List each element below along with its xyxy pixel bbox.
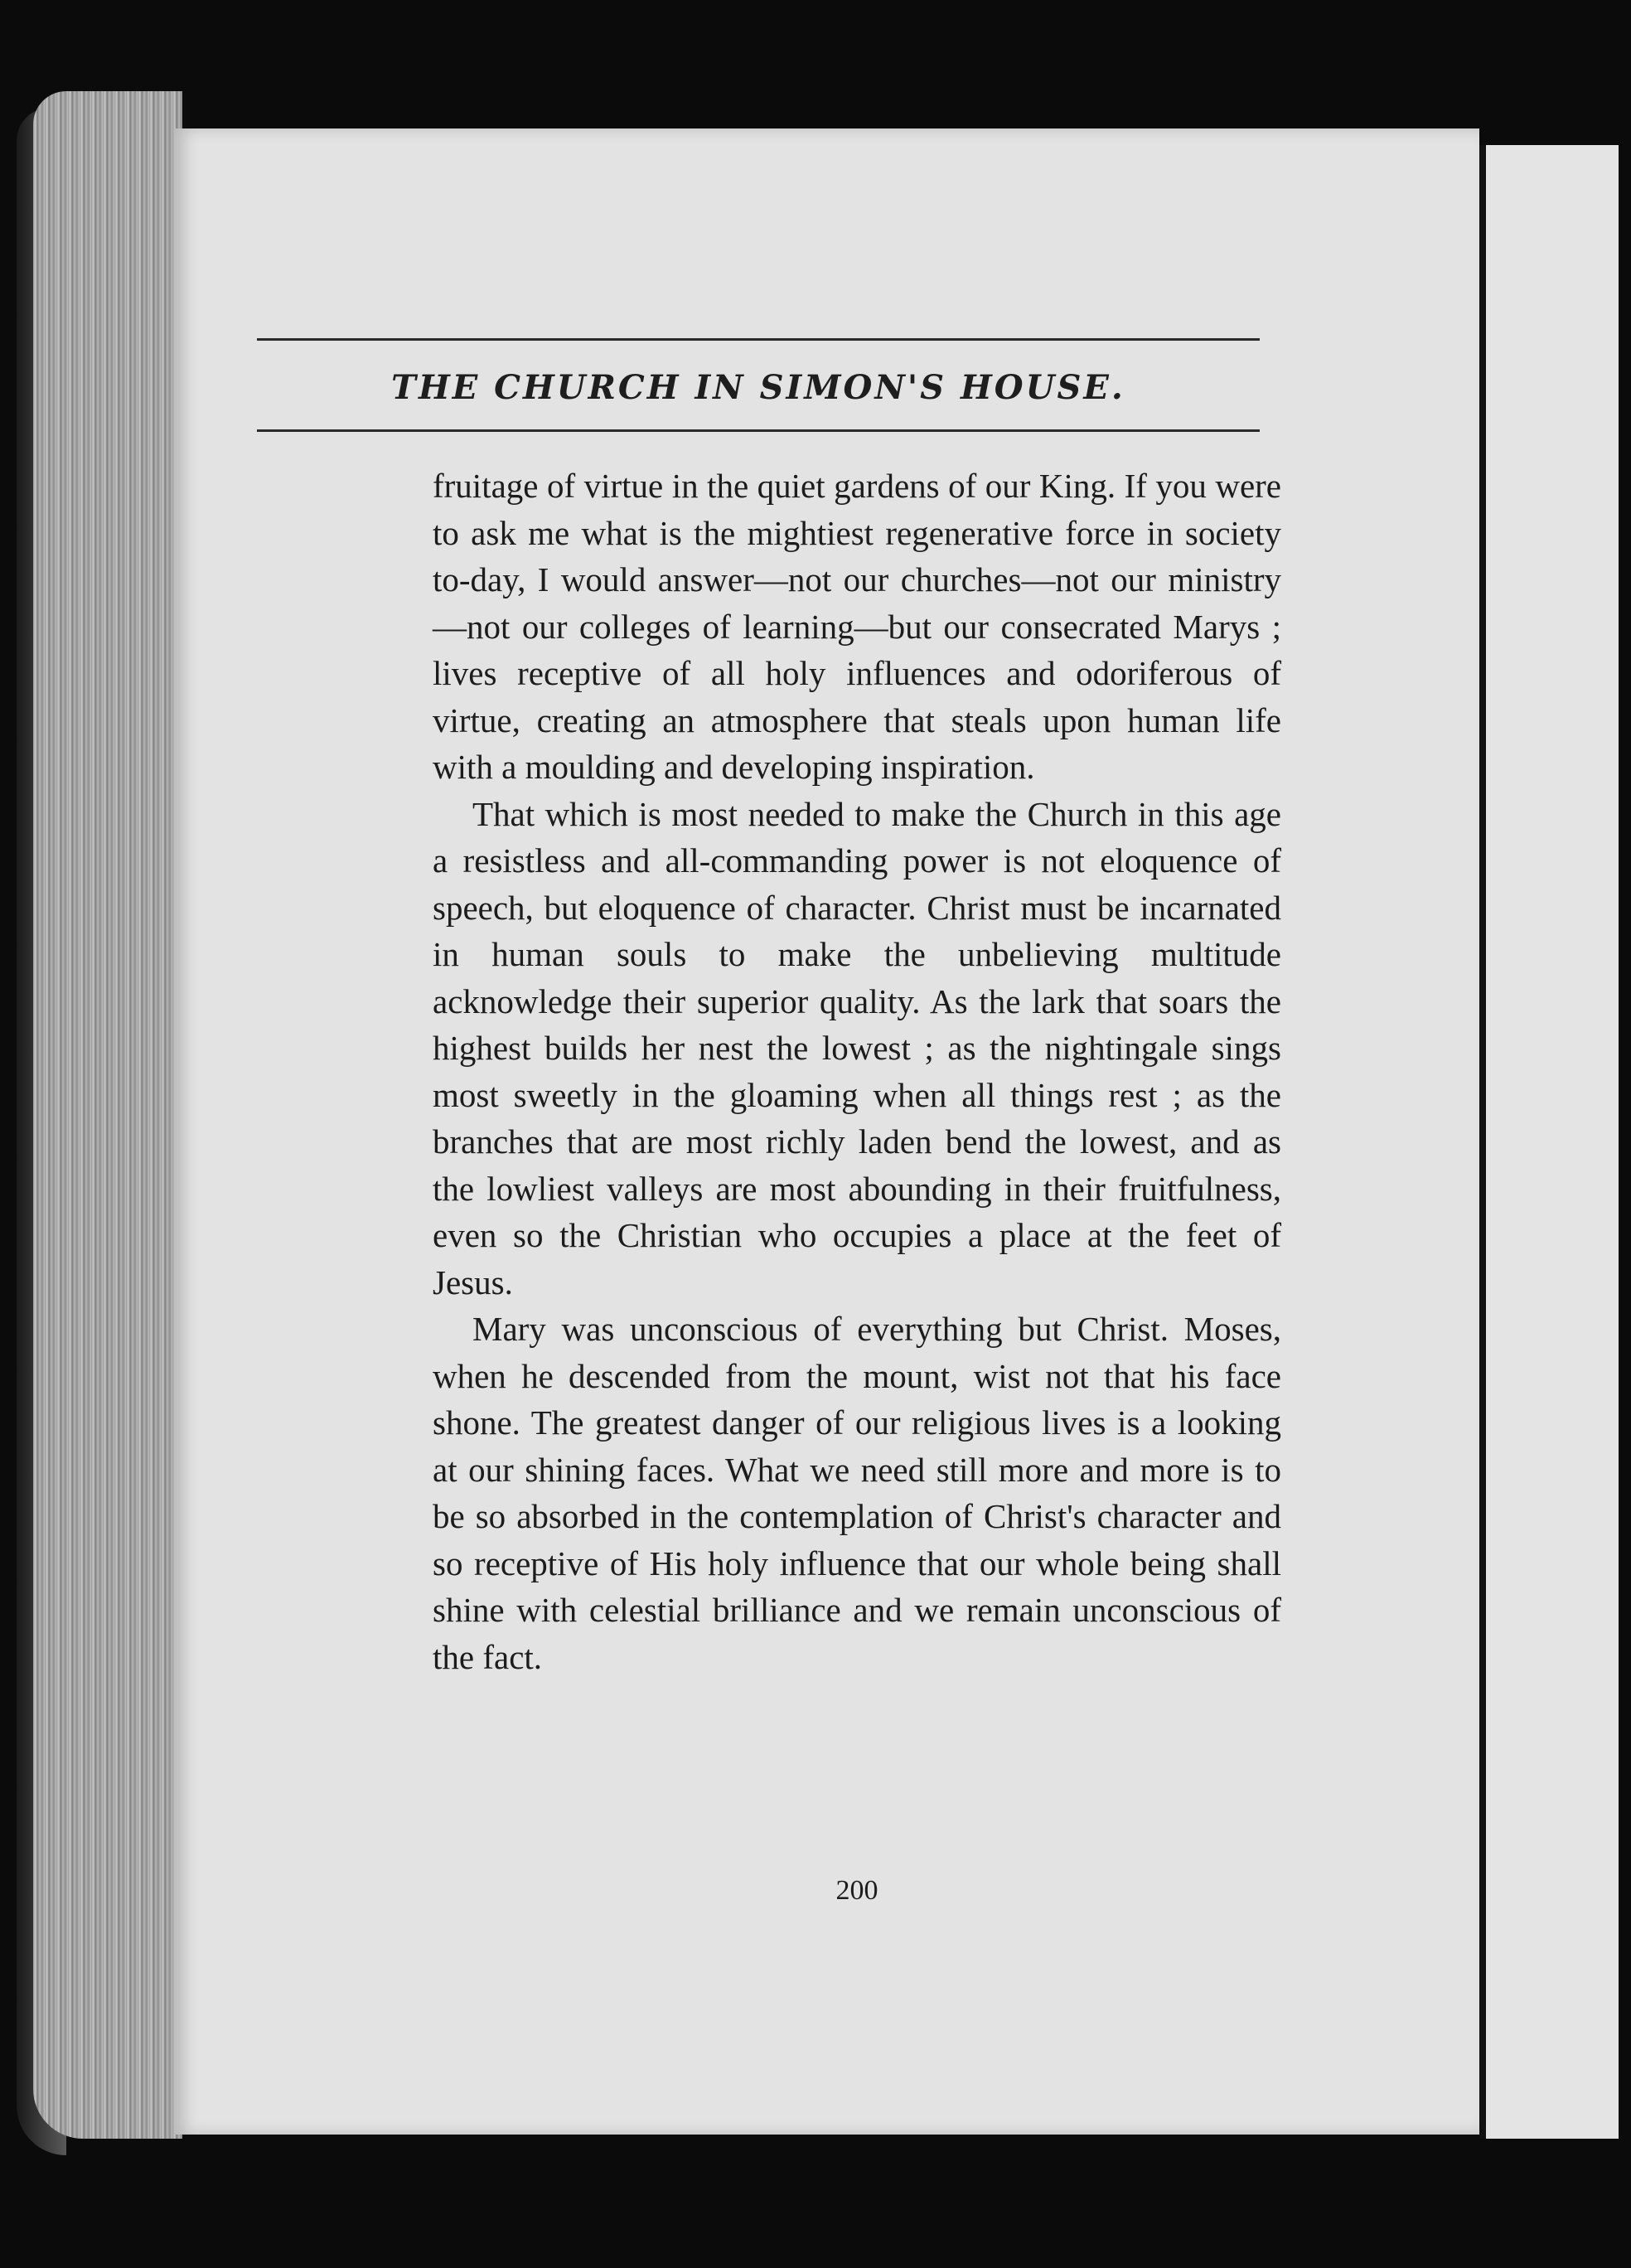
page-gutter <box>1479 145 1486 2139</box>
body-text <box>433 463 1281 1680</box>
facing-page <box>1486 145 1619 2139</box>
running-head: THE CHURCH IN SIMON'S HOUSE. <box>391 368 1125 407</box>
header-rule-bottom <box>257 429 1260 432</box>
paragraph-3: Mary was unconscious of everything but Christ. Moses, when he descended from the mount, wist not that his face shone. The greatest danger of our religious lives is a looking at our shining faces. What we need still more and more is to be so absorbed in the contemplation of Christ's character and so receptive of His holy influence that our whole being shall shine with celestial brilliance and we remain unconscious of the fact. <box>433 1310 1281 1676</box>
paragraph-2: That which is most needed to make the Church in this age a resistless and all-commanding power is not eloquence of speech, but eloquence of character. Christ must be incarnated in human souls to make the unbelieving multitude acknowledge their superior quality. As the lark that soars the highest builds her nest the lowest ; as the nightingale sings most sweetly in the gloaming when all things rest ; as the branches that are most richly laden bend the lowest, and as the lowliest valleys are most abounding in their fruitfulness, even so the Christian who occupies a place at the feet of Jesus. <box>433 794 1281 1301</box>
header-rule-top <box>257 338 1260 341</box>
paragraph-1: fruitage of virtue in the quiet gardens of our King. If you were to ask me what is the mightiest regenerative force in society to-day, I would answer—not our churches—not our ministry—not our colleges of learning—but our consecrated Marys ; lives receptive of all holy influences and odoriferous of virtue, creating an atmosphere that steals upon human life with a moulding and developing inspiration. <box>433 467 1281 786</box>
page-number: 200 <box>835 1875 878 1906</box>
book-page-edges <box>33 91 182 2139</box>
